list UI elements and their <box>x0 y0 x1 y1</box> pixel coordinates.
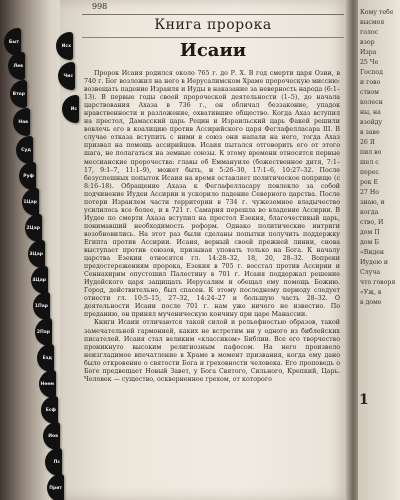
header-rule <box>82 14 344 15</box>
body-text <box>84 70 340 384</box>
body-paragraph: Книги Исаии отличаются такой силой и рельефностью образов, такой замечательной гармонией, каких не встретим ни у одного из библейских писателей. Исаия стал великим «классиком» Библии. Все его творчество проникнуто высоким религиозным пафосом. На него произвело неизгладимое впечатление в Храме в момент призвания, когда ему дано было откровение о святости Бога и греховности человека. Его проповедь о Боге предвещает Новый Завет, у Бога Святого, Сильного, Крепкий, Царь. Человек — существо, оскверненное грехом, от которого <box>84 319 340 383</box>
thumb-tab[interactable]: Неем <box>39 370 56 398</box>
right-page-line: взойду <box>360 119 383 126</box>
right-page-line: шел с <box>360 159 379 166</box>
right-page-line: взор <box>360 39 375 46</box>
page-number: 998 <box>92 2 108 11</box>
right-page <box>358 0 400 500</box>
thumb-tab[interactable]: 1Цар <box>22 188 39 216</box>
thumb-index-tabs <box>0 0 90 500</box>
right-page-line: перес <box>360 169 379 176</box>
right-page-line: когда <box>360 209 379 216</box>
thumb-tab[interactable]: Лев <box>8 52 25 80</box>
right-page-line: Случа <box>360 269 381 276</box>
right-page-line: что говоря <box>360 279 396 286</box>
thumb-tab[interactable]: Чис <box>58 62 75 90</box>
right-page-line: Кому тебе <box>360 9 394 16</box>
right-page-line: 26 Я <box>360 139 375 146</box>
thumb-tab[interactable]: 4Цар <box>31 266 48 294</box>
right-page-line: знаю, и <box>360 199 385 206</box>
thumb-tab[interactable]: Ис <box>62 95 79 123</box>
right-page-line: Господ <box>360 69 383 76</box>
thumb-tab[interactable]: Прит <box>47 474 64 500</box>
right-page-line: и гово <box>360 79 381 86</box>
right-page-line: колесн <box>360 99 383 106</box>
thumb-tab[interactable]: Руф <box>19 162 36 190</box>
thumb-tab[interactable]: Нав <box>13 108 30 136</box>
thumb-tab[interactable]: Быт <box>4 28 21 56</box>
body-paragraph: Пророк Исаия родился около 765 г. до Р. Х. В год смерти царя Озии, в 740 г. Бог возложил на него в Иерусалимском Храме пророческую миссию: возвещать падение Израиля и Иуды в наказание за неверность народа (6:1–13). В первые годы своей пророческой деятельности (1–5), до начала царствования Ахаза в 736 г., он обличал беззаконие, упадок нравственности и разложение, охватившие общество. Когда Ахаз вступил на престол, Дамасский царь Рецин и Израильский царь Факей решили вовлечь его в коалицию против Ассирийского царя Феглафелласара III. В случае отказа вступить с ними в союз они напали на него, тогда Ахаз призвал на помощь ассирийцев. Исаия пытался отговорить его от этого шага, не полагаться на земные союзы. К этому времени относятся первые мессианские пророчества: главы об Еммануиле (божественное дитя, 7:1–17, 9:1–7, 11:1–9), может быть, и 5:26–30, 17:1–6, 10:27–32. После безуспешных попыток Исаия на время оставляет политическое поприще (с 8:16–18). Обращение Ахаза к Феглафелласару повлекло за собой подчинение Иудеи Ассирии и ускорило падение Северного царства. После потери Израилем части территории в 734 г. чужеземное владычество усилилось все более, и в 721 г. Самария перешла во владение Ассирии. В Иудее по смерти Ахаза вступил на престол Езекия, благочестивый царь, понимавший необходимость реформ. Однако политические интриги возобновились. На этот раз были сделаны попытки получить поддержку Египта против Ассирии. Исаия, верный своей прежней линии, снова выступает против союзов, призывая уповать только на Бога. К началу царства Езекии относятся гл. 14:28–32, 18, 20, 28–32. Вопреки предостережениям пророка, Езекия в 705 г. восстал против Ассирии и Сеннахирим опустошил Палестину в 701 г. Исаия поддержал решение Иудейского царя защищать Иерусалим и обещал ему помощь Божию. Город, действительно, был спасен. К этому последнему периоду следует отнести гл. 10:5–15, 27–32, 14:24–27 и большую часть 28–32. О деятельности Исаии после 701 г. нам уже ничего не известно. По преданию, он принял мученическую кончину при царе Манассии. <box>84 70 340 319</box>
right-page-line: 27 Но <box>360 189 379 196</box>
right-page-line: голос <box>360 29 379 36</box>
right-page-text <box>360 8 398 308</box>
right-page-line: дом П <box>360 229 380 236</box>
thumb-tab[interactable]: 3Цар <box>28 240 45 268</box>
title-rule <box>82 37 344 38</box>
right-chapter-marker: 1 <box>359 392 369 408</box>
right-page-line: ство, И <box>360 219 384 226</box>
right-page-line: 25 Че <box>360 59 379 66</box>
right-page-line: ством <box>360 89 379 96</box>
right-page-line: в доме <box>360 299 382 306</box>
book-title: Книга пророка <box>154 17 272 33</box>
thumb-tab[interactable]: Пс <box>45 448 62 476</box>
thumb-tab[interactable]: Втор <box>10 80 27 108</box>
thumb-tab[interactable]: Есф <box>41 396 58 424</box>
thumb-tab[interactable]: 2Цар <box>25 214 42 242</box>
right-page-line: пил во <box>360 149 382 156</box>
thumb-tab[interactable]: Суд <box>16 136 33 164</box>
thumb-tab[interactable]: Исх <box>56 32 73 60</box>
right-page-line: рек Е <box>360 179 378 186</box>
right-page-line: Иудею и <box>360 259 388 266</box>
right-page-line: высмея <box>360 19 385 26</box>
right-page-line: в заве <box>360 129 380 136</box>
thumb-tab[interactable]: 1Пар <box>33 292 50 320</box>
right-page-line: Изра <box>360 49 377 56</box>
right-page-line: «Уж, в <box>360 289 382 296</box>
thumb-tab[interactable]: Иов <box>43 422 60 450</box>
thumb-tab[interactable]: Езд <box>37 344 54 372</box>
chapter-title: Исаии <box>179 40 247 61</box>
right-page-line: ны, на <box>360 109 381 116</box>
thumb-tab[interactable]: 2Пар <box>35 318 52 346</box>
right-page-line: «Виден <box>360 249 385 256</box>
right-page-line: дом Б <box>360 239 379 246</box>
